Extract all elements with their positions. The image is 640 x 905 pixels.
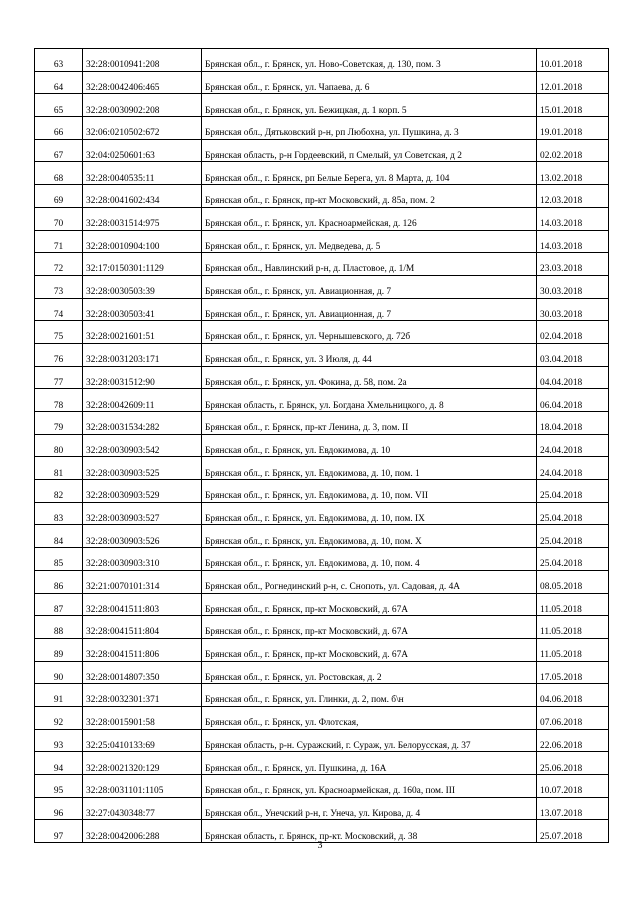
date-cell: 24.04.2018 (537, 457, 609, 480)
cadastral-number-cell: 32:28:0030903:526 (83, 525, 202, 548)
date-cell: 15.01.2018 (537, 94, 609, 117)
cadastral-number-cell: 32:28:0031203:171 (83, 343, 202, 366)
cadastral-number-cell: 32:28:0030903:527 (83, 502, 202, 525)
cadastral-number-cell: 32:28:0042609:11 (83, 389, 202, 412)
address-cell: Брянская обл., г. Брянск, ул. Евдокимова, д. 10 (202, 434, 537, 457)
address-cell: Брянская обл., г. Брянск, ул. Евдокимова, д. 10, пом. IX (202, 502, 537, 525)
table-row (35, 275, 609, 298)
cadastral-number-cell: 32:28:0042406:465 (83, 71, 202, 94)
table-row (35, 207, 609, 230)
row-number-cell: 75 (35, 321, 83, 344)
date-cell: 13.07.2018 (537, 797, 609, 820)
row-number-cell: 73 (35, 275, 83, 298)
cadastral-number-cell: 32:28:0015901:58 (83, 706, 202, 729)
date-cell: 11.05.2018 (537, 593, 609, 616)
date-cell: 17.05.2018 (537, 661, 609, 684)
date-cell: 25.06.2018 (537, 752, 609, 775)
cadastral-number-cell: 32:27:0430348:77 (83, 797, 202, 820)
cadastral-number-cell: 32:28:0041511:806 (83, 638, 202, 661)
date-cell: 11.05.2018 (537, 638, 609, 661)
cadastral-number-cell: 32:28:0030903:529 (83, 480, 202, 503)
address-cell: Брянская обл., Дятьковский р-н, рп Любохна, ул. Пушкина, д. 3 (202, 117, 537, 140)
address-cell: Брянская обл., г. Брянск, ул. Чернышевского, д. 72б (202, 321, 537, 344)
address-cell: Брянская обл., Навлинский р-н, д. Пластовое, д. 1/М (202, 253, 537, 276)
row-number-cell: 90 (35, 661, 83, 684)
table-row (35, 49, 609, 72)
row-number-cell: 67 (35, 139, 83, 162)
cadastral-number-cell: 32:28:0042006:288 (83, 820, 202, 843)
row-number-cell: 76 (35, 343, 83, 366)
table-row (35, 593, 609, 616)
row-number-cell: 87 (35, 593, 83, 616)
cadastral-number-cell: 32:28:0030903:525 (83, 457, 202, 480)
date-cell: 04.06.2018 (537, 684, 609, 707)
registry-table (34, 48, 609, 843)
row-number-cell: 81 (35, 457, 83, 480)
row-number-cell: 89 (35, 638, 83, 661)
cadastral-number-cell: 32:28:0041511:804 (83, 616, 202, 639)
address-cell: Брянская область, р-н. Суражский, г. Сураж, ул. Белорусская, д. 37 (202, 729, 537, 752)
cadastral-number-cell: 32:06:0210502:672 (83, 117, 202, 140)
cadastral-number-cell: 32:28:0031101:1105 (83, 775, 202, 798)
date-cell: 12.01.2018 (537, 71, 609, 94)
table-row (35, 706, 609, 729)
address-cell: Брянская обл., г. Брянск, пр-кт Московский, д. 85а, пом. 2 (202, 185, 537, 208)
cadastral-number-cell: 32:28:0021320:129 (83, 752, 202, 775)
date-cell: 25.04.2018 (537, 480, 609, 503)
address-cell: Брянская обл., г. Брянск, ул. Евдокимова, д. 10, пом. 1 (202, 457, 537, 480)
date-cell: 06.04.2018 (537, 389, 609, 412)
date-cell: 25.04.2018 (537, 525, 609, 548)
row-number-cell: 71 (35, 230, 83, 253)
table-row (35, 94, 609, 117)
cadastral-number-cell: 32:28:0031514:975 (83, 207, 202, 230)
row-number-cell: 70 (35, 207, 83, 230)
address-cell: Брянская обл., г. Брянск, пр-кт Ленина, д. 3, пом. II (202, 412, 537, 435)
date-cell: 11.05.2018 (537, 616, 609, 639)
cadastral-number-cell: 32:21:0070101:314 (83, 570, 202, 593)
row-number-cell: 65 (35, 94, 83, 117)
row-number-cell: 68 (35, 162, 83, 185)
cadastral-number-cell: 32:28:0031534:282 (83, 412, 202, 435)
cadastral-number-cell: 32:28:0030503:39 (83, 275, 202, 298)
row-number-cell: 84 (35, 525, 83, 548)
row-number-cell: 74 (35, 298, 83, 321)
table-row (35, 752, 609, 775)
cadastral-number-cell: 32:28:0014807:350 (83, 661, 202, 684)
table-row (35, 162, 609, 185)
row-number-cell: 97 (35, 820, 83, 843)
row-number-cell: 88 (35, 616, 83, 639)
table-row (35, 502, 609, 525)
table-row (35, 775, 609, 798)
date-cell: 10.01.2018 (537, 49, 609, 72)
row-number-cell: 82 (35, 480, 83, 503)
table-row (35, 298, 609, 321)
address-cell: Брянская обл., г. Брянск, ул. 3 Июля, д. 44 (202, 343, 537, 366)
cadastral-number-cell: 32:28:0040535:11 (83, 162, 202, 185)
address-cell: Брянская обл., г. Брянск, ул. Красноармейская, д. 126 (202, 207, 537, 230)
cadastral-number-cell: 32:04:0250601:63 (83, 139, 202, 162)
address-cell: Брянская область, р-н Гордеевский, п Смелый, ул Советская, д 2 (202, 139, 537, 162)
address-cell: Брянская обл., г. Брянск, пр-кт Московский, д. 67А (202, 616, 537, 639)
date-cell: 25.07.2018 (537, 820, 609, 843)
date-cell: 14.03.2018 (537, 207, 609, 230)
date-cell: 14.03.2018 (537, 230, 609, 253)
address-cell: Брянская обл., г. Брянск, ул. Евдокимова, д. 10, пом. X (202, 525, 537, 548)
date-cell: 13.02.2018 (537, 162, 609, 185)
address-cell: Брянская обл., г. Брянск, ул. Ростовская, д. 2 (202, 661, 537, 684)
address-cell: Брянская область, г. Брянск, пр-кт. Московский, д. 38 (202, 820, 537, 843)
address-cell: Брянская обл., г. Брянск, пр-кт Московский, д. 67А (202, 638, 537, 661)
address-cell: Брянская обл., Унечский р-н, г. Унеча, ул. Кирова, д. 4 (202, 797, 537, 820)
address-cell: Брянская обл., г. Брянск, ул. Медведева, д. 5 (202, 230, 537, 253)
cadastral-number-cell: 32:28:0041602:434 (83, 185, 202, 208)
page-number: 3 (317, 840, 323, 851)
row-number-cell: 83 (35, 502, 83, 525)
address-cell: Брянская обл., г. Брянск, ул. Ново-Советская, д. 130, пом. 3 (202, 49, 537, 72)
address-cell: Брянская обл., г. Брянск, ул. Глинки, д. 2, пом. б\н (202, 684, 537, 707)
cadastral-number-cell: 32:28:0030503:41 (83, 298, 202, 321)
row-number-cell: 79 (35, 412, 83, 435)
table-row (35, 457, 609, 480)
cadastral-number-cell: 32:28:0041511:803 (83, 593, 202, 616)
row-number-cell: 86 (35, 570, 83, 593)
table-row (35, 230, 609, 253)
table-row (35, 797, 609, 820)
table-row (35, 71, 609, 94)
date-cell: 03.04.2018 (537, 343, 609, 366)
table-row (35, 434, 609, 457)
date-cell: 30.03.2018 (537, 275, 609, 298)
table-row (35, 638, 609, 661)
date-cell: 25.04.2018 (537, 502, 609, 525)
row-number-cell: 95 (35, 775, 83, 798)
address-cell: Брянская обл., г. Брянск, ул. Авиационная, д. 7 (202, 275, 537, 298)
date-cell: 12.03.2018 (537, 185, 609, 208)
cadastral-number-cell: 32:28:0021601:51 (83, 321, 202, 344)
row-number-cell: 78 (35, 389, 83, 412)
cadastral-number-cell: 32:28:0032301:371 (83, 684, 202, 707)
cadastral-number-cell: 32:28:0030903:542 (83, 434, 202, 457)
address-cell: Брянская обл., г. Брянск, пр-кт Московский, д. 67А (202, 593, 537, 616)
row-number-cell: 93 (35, 729, 83, 752)
cadastral-number-cell: 32:25:0410133:69 (83, 729, 202, 752)
address-cell: Брянская обл., г. Брянск, ул. Флотская, (202, 706, 537, 729)
cadastral-number-cell: 32:28:0030902:208 (83, 94, 202, 117)
address-cell: Брянская обл., г. Брянск, ул. Евдокимова, д. 10, пом. VII (202, 480, 537, 503)
table-row (35, 139, 609, 162)
registry-table-body (35, 49, 609, 843)
cadastral-number-cell: 32:28:0010941:208 (83, 49, 202, 72)
date-cell: 19.01.2018 (537, 117, 609, 140)
date-cell: 04.04.2018 (537, 366, 609, 389)
table-row (35, 661, 609, 684)
row-number-cell: 85 (35, 548, 83, 571)
table-row (35, 480, 609, 503)
date-cell: 02.04.2018 (537, 321, 609, 344)
table-row (35, 343, 609, 366)
address-cell: Брянская обл., г. Брянск, рп Белые Берега, ул. 8 Марта, д. 104 (202, 162, 537, 185)
row-number-cell: 66 (35, 117, 83, 140)
address-cell: Брянская обл., г. Брянск, ул. Пушкина, д. 16А (202, 752, 537, 775)
row-number-cell: 92 (35, 706, 83, 729)
row-number-cell: 80 (35, 434, 83, 457)
row-number-cell: 69 (35, 185, 83, 208)
table-row (35, 412, 609, 435)
table-row (35, 570, 609, 593)
table-row (35, 185, 609, 208)
row-number-cell: 96 (35, 797, 83, 820)
row-number-cell: 94 (35, 752, 83, 775)
table-row (35, 117, 609, 140)
cadastral-number-cell: 32:17:0150301:1129 (83, 253, 202, 276)
table-row (35, 548, 609, 571)
address-cell: Брянская обл., г. Брянск, ул. Евдокимова, д. 10, пом. 4 (202, 548, 537, 571)
address-cell: Брянская область, г. Брянск, ул. Богдана Хмельницкого, д. 8 (202, 389, 537, 412)
address-cell: Брянская обл., г. Брянск, ул. Фокина, д. 58, пом. 2а (202, 366, 537, 389)
table-row (35, 729, 609, 752)
table-row (35, 366, 609, 389)
table-row (35, 321, 609, 344)
address-cell: Брянская обл., г. Брянск, ул. Красноармейская, д. 160а, пом. III (202, 775, 537, 798)
address-cell: Брянская обл., г. Брянск, ул. Чапаева, д. 6 (202, 71, 537, 94)
date-cell: 24.04.2018 (537, 434, 609, 457)
cadastral-number-cell: 32:28:0030903:310 (83, 548, 202, 571)
date-cell: 08.05.2018 (537, 570, 609, 593)
row-number-cell: 91 (35, 684, 83, 707)
address-cell: Брянская обл., г. Брянск, ул. Авиационная, д. 7 (202, 298, 537, 321)
row-number-cell: 63 (35, 49, 83, 72)
cadastral-number-cell: 32:28:0010904:100 (83, 230, 202, 253)
date-cell: 25.04.2018 (537, 548, 609, 571)
table-row (35, 616, 609, 639)
date-cell: 22.06.2018 (537, 729, 609, 752)
address-cell: Брянская обл., Рогнединский р-н, с. Снопоть, ул. Садовая, д. 4А (202, 570, 537, 593)
date-cell: 10.07.2018 (537, 775, 609, 798)
row-number-cell: 77 (35, 366, 83, 389)
cadastral-number-cell: 32:28:0031512:90 (83, 366, 202, 389)
row-number-cell: 64 (35, 71, 83, 94)
table-row (35, 525, 609, 548)
table-row (35, 389, 609, 412)
date-cell: 02.02.2018 (537, 139, 609, 162)
row-number-cell: 72 (35, 253, 83, 276)
date-cell: 18.04.2018 (537, 412, 609, 435)
date-cell: 30.03.2018 (537, 298, 609, 321)
table-row (35, 253, 609, 276)
address-cell: Брянская обл., г. Брянск, ул. Бежицкая, д. 1 корп. 5 (202, 94, 537, 117)
date-cell: 07.06.2018 (537, 706, 609, 729)
date-cell: 23.03.2018 (537, 253, 609, 276)
table-row (35, 684, 609, 707)
